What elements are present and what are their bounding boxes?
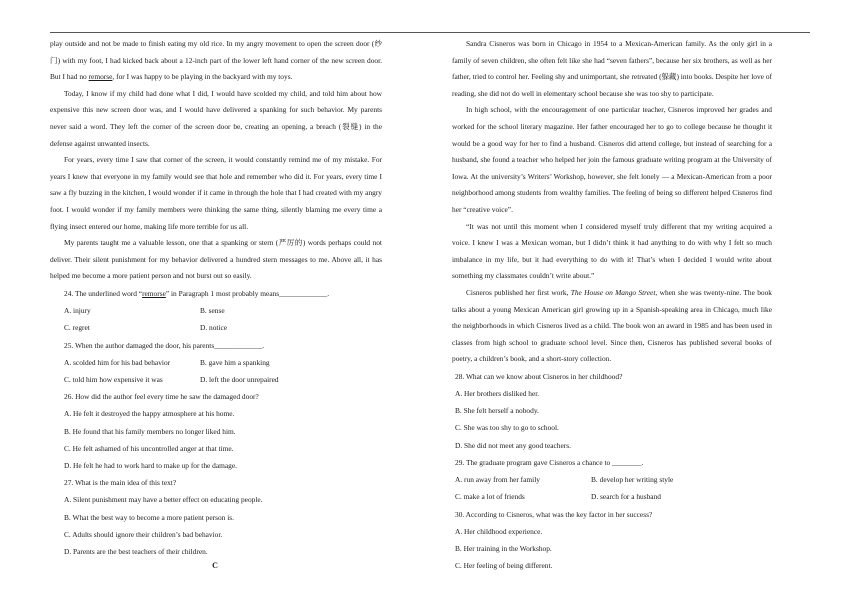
book-title: The House on Mango Street — [570, 287, 656, 297]
option-27c: C. Adults should ignore their children’s bad behavior. — [64, 529, 223, 539]
question-29-options-row-2 — [452, 488, 772, 505]
option-24c: C. regret — [64, 323, 90, 333]
option-24b: B. sense — [200, 306, 225, 316]
option-28c: C. She was too shy to go to school. — [455, 423, 559, 433]
option-26d: D. He felt he had to work hard to make up for the damage. — [64, 460, 238, 470]
option-24d: D. notice — [200, 323, 228, 333]
right-paragraph-3: “It was not until this moment when I considered myself truly different that my writing acquired a voice. I knew I was a Mexican woman, but I didn’t think it had anything to do with why I felt so much imbalance in my life, but it had everything to do with it! That’s when I decided I would write about something my classmates couldn’t write about.” — [452, 221, 772, 281]
option-29c: C. make a lot of friends — [455, 492, 525, 502]
question-29-options-row-1 — [452, 471, 772, 488]
option-29a: A. run away from her family — [455, 475, 540, 485]
question-26: 26. How did the author feel every time he saw the damaged door? — [64, 392, 259, 402]
question-29: 29. The graduate program gave Cisneros a chance to ________. — [455, 457, 644, 467]
option-25b: B. gave him a spanking — [200, 357, 270, 367]
question-27: 27. What is the main idea of this text? — [64, 478, 177, 488]
option-27b: B. What the best way to become a more patient person is. — [64, 512, 235, 522]
page-footer-letter: C — [212, 561, 218, 570]
option-28d: D. She did not meet any good teachers. — [455, 440, 571, 450]
option-24a: A. injury — [64, 306, 91, 316]
option-30a: A. Her childhood experience. — [455, 526, 543, 536]
question-28: 28. What can we know about Cisneros in her childhood? — [455, 371, 623, 381]
right-column — [452, 36, 772, 574]
option-30b: B. Her training in the Workshop. — [455, 543, 552, 553]
option-28b: B. She felt herself a nobody. — [455, 406, 539, 416]
option-26c: C. He felt ashamed of his uncontrolled anger at that time. — [64, 443, 234, 453]
option-29b: B. develop her writing style — [591, 475, 674, 485]
underlined-word-remorse: remorse — [88, 72, 113, 82]
left-paragraph-2: Today, I know if my child had done what I did, I would have scolded my child, and told him about how expensive this new screen door was, and I would have delivered a spanking for such behavior. My parents never said a word. They left the corner of the screen door be, creating an opening, a breach (裂缝) in the defense against unwanted insects. — [50, 88, 382, 148]
question-25: 25. When the author damaged the door, his parents_____________. — [64, 340, 265, 350]
question-25-options-row-1 — [50, 354, 382, 371]
option-25c: C. told him how expensive it was — [64, 374, 163, 384]
option-25d: D. left the door unrepaired — [200, 374, 279, 384]
option-28a: A. Her brothers disliked her. — [455, 389, 540, 399]
question-30: 30. According to Cisneros, what was the key factor in her success? — [455, 509, 653, 519]
left-paragraph-4: My parents taught me a valuable lesson, one that a spanking or stern (严厉的) words perhaps could not deliver. Their silent punishment for my behavior delivered a hundred stern messages to me. Above all, it has helped me become a more patient person and not burst out so easily. — [50, 238, 382, 281]
left-paragraph-1: play outside and not be made to finish eating my old rice. In my angry movement to open the screen door (纱门) with my foot, I had kicked back about a 12-inch part of the lower left hand corner of the new screen door. But I had no remorse, for I was happy to be playing in the backyard with my toys. — [50, 39, 382, 82]
option-27a: A. Silent punishment may have a better effect on educating people. — [64, 495, 263, 505]
question-25-options-row-2 — [50, 371, 382, 388]
right-paragraph-4: Cisneros published her first work, The House on Mango Street, when she was twenty-nine. The book talks about a young Mexican American girl growing up in a Spanish-speaking area in Chicago, much like the neighborhoods in which Cisneros lived as a child. The book won an award in 1985 and has been used in classes from high school to graduate school level. Since then, Cisneros has published several books of poetry, a children’s book, and a short-story collection. — [452, 287, 772, 364]
left-column — [50, 36, 382, 560]
question-24: 24. The underlined word “remorse” in Paragraph 1 most probably means_____________. — [64, 288, 330, 298]
option-29d: D. search for a husband — [591, 492, 661, 502]
question-24-options-row-1 — [50, 302, 382, 319]
right-paragraph-1: Sandra Cisneros was born in Chicago in 1954 to a Mexican-American family. As the only girl in a family of seven children, she often felt like she had “seven fathers”, because her six brothers, as well as her father, tried to control her. Feeling shy and unimportant, she retreated (躲藏) into books. Despite her love of reading, she did not do well in elementary school because she was too shy to participate. — [452, 39, 772, 98]
top-rule — [50, 32, 810, 33]
right-paragraph-2: In high school, with the encouragement of one particular teacher, Cisneros improved her grades and worked for the school literary magazine. Her father encouraged her to go to college because he thought it would be a good way for her to find a husband. Cisneros did attend college, but instead of searching for a husband, she found a teacher who helped her join the famous graduate writing program at the University of Iowa. At the university’s Writers’ Workshop, however, she felt lonely — a Mexican-American from a poor neighborhood among students from wealthy families. The feeling of being so different helped Cisneros find her “creative voice”. — [452, 105, 772, 214]
left-paragraph-3: For years, every time I saw that corner of the screen, it would constantly remind me of my mistake. For years I knew that everyone in my family would see that hole and remember who did it. For years, every time I saw a fly buzzing in the kitchen, I would wonder if it came in through the hole that I had created with my angry foot. I would wonder if my family members were thinking the same thing, silently blaming me every time a flying insect entered our home, making life more terrible for us all. — [50, 155, 382, 231]
option-26b: B. He found that his family members no longer liked him. — [64, 426, 236, 436]
question-24-options-row-2 — [50, 319, 382, 336]
option-26a: A. He felt it destroyed the happy atmosphere at his home. — [64, 409, 235, 419]
option-27d: D. Parents are the best teachers of their children. — [64, 546, 208, 556]
option-25a: A. scolded him for his bad behavior — [64, 357, 171, 367]
option-30c: C. Her feeling of being different. — [455, 561, 553, 571]
